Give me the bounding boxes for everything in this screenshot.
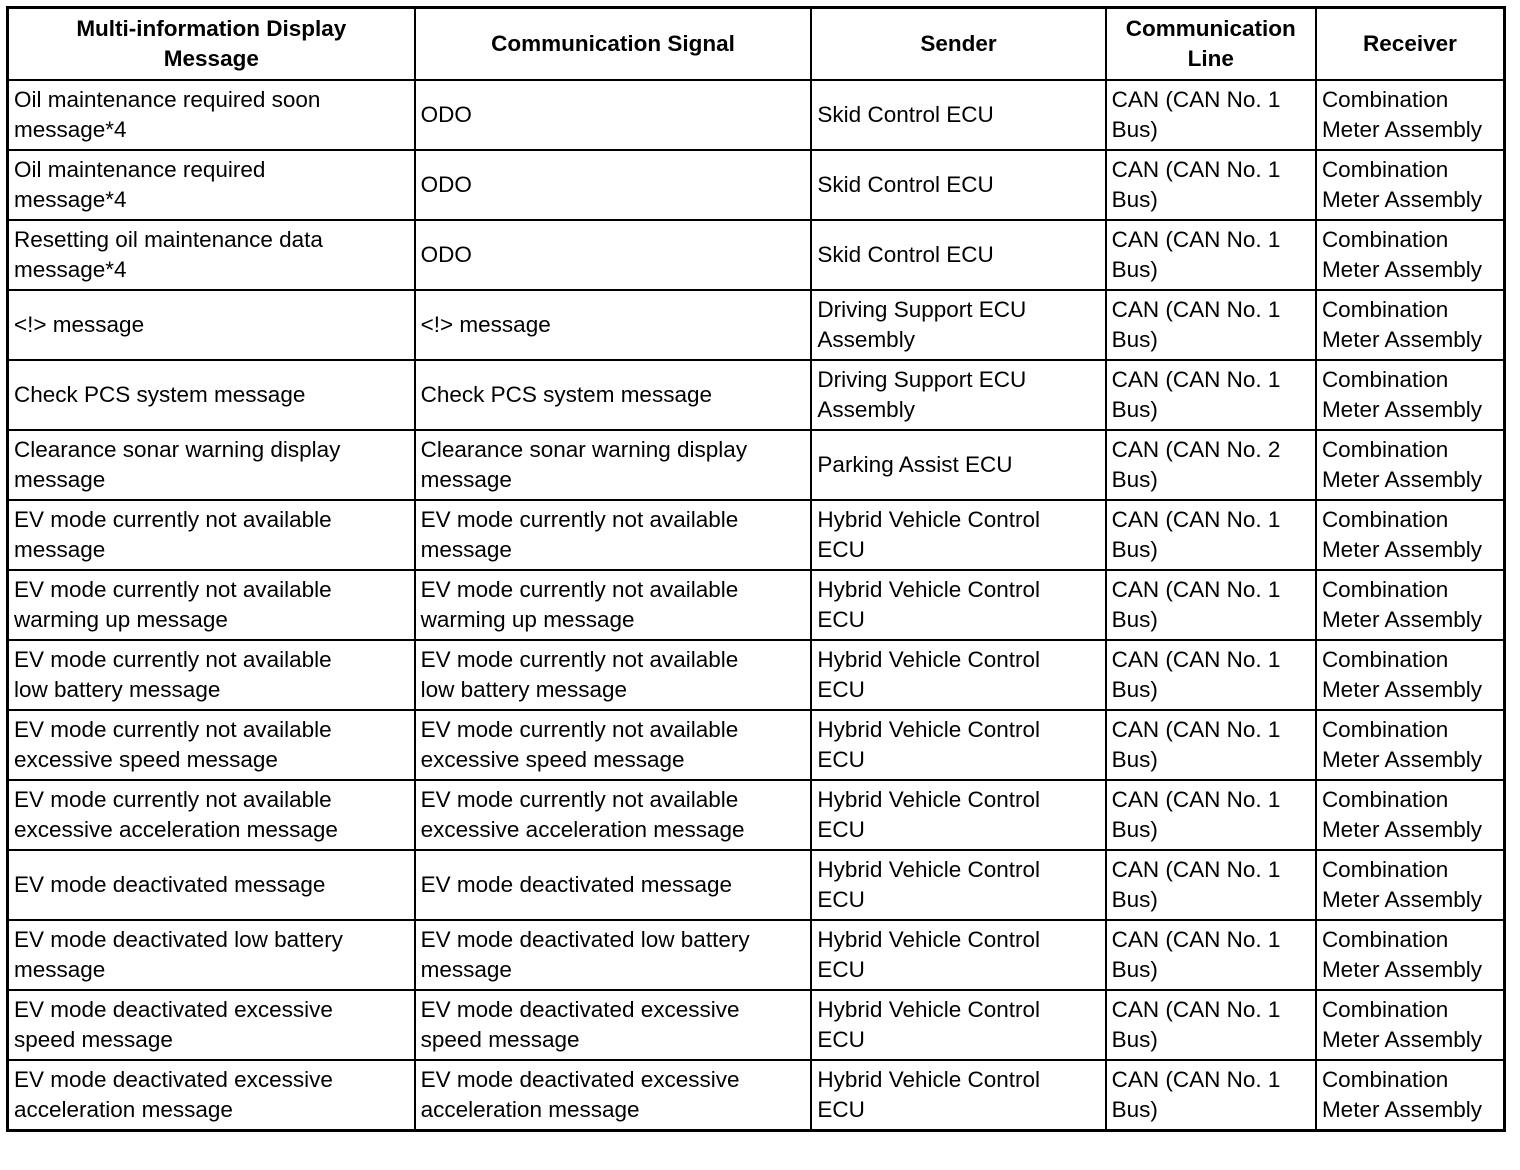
cell-text: ODO	[420, 242, 472, 267]
sender-cell	[811, 640, 1105, 710]
cell-text: EV mode currently not available low battery message	[420, 647, 739, 702]
cell-text: ODO	[420, 172, 472, 197]
message-cell	[8, 570, 415, 640]
sender-cell	[811, 430, 1105, 500]
cell-text: Hybrid Vehicle Control ECU	[817, 997, 1041, 1052]
cell-text: Hybrid Vehicle Control ECU	[817, 787, 1041, 842]
receiver-cell	[1316, 570, 1505, 640]
sender-cell	[811, 290, 1105, 360]
signal-cell	[415, 850, 812, 920]
document-page	[6, 6, 1506, 1132]
signal-cell	[415, 780, 812, 850]
cell-text: EV mode deactivated low battery message	[14, 927, 343, 982]
header-cell-line	[1106, 8, 1316, 81]
message-cell	[8, 150, 415, 220]
cell-text: CAN (CAN No. 1 Bus)	[1111, 787, 1281, 842]
cell-text: EV mode deactivated excessive speed message	[14, 997, 333, 1052]
signal-cell	[415, 360, 812, 430]
message-cell	[8, 990, 415, 1060]
signal-cell	[415, 990, 812, 1060]
cell-text: EV mode currently not available message	[420, 507, 739, 562]
cell-text: Combination Meter Assembly	[1321, 927, 1482, 982]
cell-text: EV mode deactivated excessive acceleration message	[420, 1067, 740, 1122]
line-cell	[1106, 990, 1316, 1060]
sender-cell	[811, 500, 1105, 570]
signal-cell	[415, 920, 812, 990]
line-cell	[1106, 710, 1316, 780]
receiver-cell	[1316, 920, 1505, 990]
cell-text: CAN (CAN No. 1 Bus)	[1111, 367, 1281, 422]
cell-text: CAN (CAN No. 1 Bus)	[1111, 647, 1281, 702]
cell-text: <!> message	[14, 312, 145, 337]
cell-text: Hybrid Vehicle Control ECU	[817, 647, 1041, 702]
cell-text: CAN (CAN No. 1 Bus)	[1111, 227, 1281, 282]
cell-text: EV mode deactivated excessive acceleration message	[14, 1067, 333, 1122]
table-body	[8, 80, 1505, 1131]
cell-text: Combination Meter Assembly	[1321, 437, 1482, 492]
cell-text: EV mode currently not available warming up message	[420, 577, 739, 632]
sender-cell	[811, 780, 1105, 850]
sender-cell	[811, 80, 1105, 150]
table-row	[8, 570, 1505, 640]
cell-text: Skid Control ECU	[817, 102, 994, 127]
cell-text: EV mode currently not available excessive speed message	[420, 717, 739, 772]
cell-text: Combination Meter Assembly	[1321, 997, 1482, 1052]
line-cell	[1106, 780, 1316, 850]
message-cell	[8, 290, 415, 360]
header-cell-sender	[811, 8, 1105, 81]
table-row	[8, 500, 1505, 570]
message-cell	[8, 920, 415, 990]
line-cell	[1106, 150, 1316, 220]
cell-text: EV mode deactivated excessive speed message	[420, 997, 740, 1052]
cell-text: Hybrid Vehicle Control ECU	[817, 577, 1041, 632]
cell-text: Skid Control ECU	[817, 242, 994, 267]
cell-text: Hybrid Vehicle Control ECU	[817, 857, 1041, 912]
cell-text: EV mode currently not available excessive acceleration message	[420, 787, 745, 842]
line-cell	[1106, 500, 1316, 570]
sender-cell	[811, 570, 1105, 640]
cell-text: CAN (CAN No. 1 Bus)	[1111, 927, 1281, 982]
receiver-cell	[1316, 500, 1505, 570]
receiver-cell	[1316, 80, 1505, 150]
cell-text: Skid Control ECU	[817, 172, 994, 197]
header-label: Sender	[920, 31, 997, 56]
cell-text: CAN (CAN No. 1 Bus)	[1111, 157, 1281, 212]
cell-text: CAN (CAN No. 1 Bus)	[1111, 857, 1281, 912]
cell-text: ODO	[420, 102, 472, 127]
line-cell	[1106, 570, 1316, 640]
cell-text: Combination Meter Assembly	[1321, 157, 1482, 212]
cell-text: Combination Meter Assembly	[1321, 857, 1482, 912]
sender-cell	[811, 150, 1105, 220]
cell-text: Combination Meter Assembly	[1321, 787, 1482, 842]
header-label: Communication Line	[1125, 16, 1296, 71]
cell-text: Oil maintenance required message*4	[14, 157, 266, 212]
cell-text: Hybrid Vehicle Control ECU	[817, 717, 1041, 772]
sender-cell	[811, 990, 1105, 1060]
receiver-cell	[1316, 780, 1505, 850]
cell-text: Hybrid Vehicle Control ECU	[817, 507, 1041, 562]
receiver-cell	[1316, 1060, 1505, 1131]
cell-text: Hybrid Vehicle Control ECU	[817, 927, 1041, 982]
table-row	[8, 990, 1505, 1060]
table-row	[8, 430, 1505, 500]
receiver-cell	[1316, 150, 1505, 220]
header-label: Receiver	[1363, 31, 1457, 56]
table-header	[8, 8, 1505, 81]
cell-text: EV mode deactivated message	[420, 872, 733, 897]
cell-text: Clearance sonar warning display message	[420, 437, 748, 492]
signal-cell	[415, 430, 812, 500]
signal-cell	[415, 80, 812, 150]
table-row	[8, 780, 1505, 850]
table-row	[8, 920, 1505, 990]
sender-cell	[811, 220, 1105, 290]
signal-cell	[415, 570, 812, 640]
cell-text: Combination Meter Assembly	[1321, 1067, 1482, 1122]
message-cell	[8, 360, 415, 430]
receiver-cell	[1316, 850, 1505, 920]
cell-text: Driving Support ECU Assembly	[817, 297, 1027, 352]
signal-cell	[415, 710, 812, 780]
message-cell	[8, 780, 415, 850]
cell-text: CAN (CAN No. 1 Bus)	[1111, 507, 1281, 562]
message-signal-table	[6, 6, 1506, 1132]
sender-cell	[811, 920, 1105, 990]
table-row	[8, 150, 1505, 220]
table-row	[8, 290, 1505, 360]
cell-text: EV mode deactivated message	[14, 872, 326, 897]
cell-text: CAN (CAN No. 1 Bus)	[1111, 577, 1281, 632]
table-row	[8, 850, 1505, 920]
line-cell	[1106, 1060, 1316, 1131]
line-cell	[1106, 360, 1316, 430]
message-cell	[8, 80, 415, 150]
message-cell	[8, 850, 415, 920]
cell-text: Combination Meter Assembly	[1321, 577, 1482, 632]
cell-text: Hybrid Vehicle Control ECU	[817, 1067, 1041, 1122]
cell-text: Combination Meter Assembly	[1321, 717, 1482, 772]
cell-text: Check PCS system message	[420, 382, 712, 407]
cell-text: Oil maintenance required soon message*4	[14, 87, 321, 142]
signal-cell	[415, 1060, 812, 1131]
line-cell	[1106, 80, 1316, 150]
cell-text: CAN (CAN No. 1 Bus)	[1111, 1067, 1281, 1122]
cell-text: Combination Meter Assembly	[1321, 367, 1482, 422]
cell-text: Driving Support ECU Assembly	[817, 367, 1027, 422]
line-cell	[1106, 920, 1316, 990]
cell-text: CAN (CAN No. 1 Bus)	[1111, 717, 1281, 772]
cell-text: Combination Meter Assembly	[1321, 87, 1482, 142]
cell-text: Combination Meter Assembly	[1321, 227, 1482, 282]
cell-text: EV mode currently not available message	[14, 507, 332, 562]
cell-text: Combination Meter Assembly	[1321, 297, 1482, 352]
header-label: Communication Signal	[491, 31, 735, 56]
line-cell	[1106, 290, 1316, 360]
cell-text: Check PCS system message	[14, 382, 306, 407]
signal-cell	[415, 500, 812, 570]
cell-text: Combination Meter Assembly	[1321, 647, 1482, 702]
table-row	[8, 710, 1505, 780]
sender-cell	[811, 710, 1105, 780]
signal-cell	[415, 640, 812, 710]
receiver-cell	[1316, 290, 1505, 360]
signal-cell	[415, 290, 812, 360]
header-cell-receiver	[1316, 8, 1505, 81]
cell-text: Combination Meter Assembly	[1321, 507, 1482, 562]
table-row	[8, 1060, 1505, 1131]
sender-cell	[811, 850, 1105, 920]
table-row	[8, 640, 1505, 710]
header-cell-message	[8, 8, 415, 81]
message-cell	[8, 500, 415, 570]
header-cell-signal	[415, 8, 812, 81]
message-cell	[8, 1060, 415, 1131]
message-cell	[8, 220, 415, 290]
header-label: Multi-information Display Message	[76, 16, 347, 71]
message-cell	[8, 710, 415, 780]
message-cell	[8, 640, 415, 710]
cell-text: Parking Assist ECU	[817, 452, 1013, 477]
cell-text: EV mode currently not available excessive speed message	[14, 717, 332, 772]
header-row	[8, 8, 1505, 81]
cell-text: CAN (CAN No. 2 Bus)	[1111, 437, 1281, 492]
receiver-cell	[1316, 640, 1505, 710]
signal-cell	[415, 220, 812, 290]
line-cell	[1106, 220, 1316, 290]
cell-text: EV mode deactivated low battery message	[420, 927, 750, 982]
message-cell	[8, 430, 415, 500]
receiver-cell	[1316, 990, 1505, 1060]
line-cell	[1106, 430, 1316, 500]
receiver-cell	[1316, 360, 1505, 430]
cell-text: EV mode currently not available low battery message	[14, 647, 332, 702]
cell-text: Resetting oil maintenance data message*4	[14, 227, 323, 282]
receiver-cell	[1316, 430, 1505, 500]
cell-text: <!> message	[420, 312, 551, 337]
sender-cell	[811, 1060, 1105, 1131]
cell-text: EV mode currently not available excessive acceleration message	[14, 787, 338, 842]
cell-text: Clearance sonar warning display message	[14, 437, 341, 492]
table-row	[8, 360, 1505, 430]
table-row	[8, 220, 1505, 290]
signal-cell	[415, 150, 812, 220]
cell-text: CAN (CAN No. 1 Bus)	[1111, 87, 1281, 142]
cell-text: EV mode currently not available warming up message	[14, 577, 332, 632]
cell-text: CAN (CAN No. 1 Bus)	[1111, 997, 1281, 1052]
receiver-cell	[1316, 220, 1505, 290]
line-cell	[1106, 640, 1316, 710]
line-cell	[1106, 850, 1316, 920]
table-row	[8, 80, 1505, 150]
cell-text: CAN (CAN No. 1 Bus)	[1111, 297, 1281, 352]
sender-cell	[811, 360, 1105, 430]
receiver-cell	[1316, 710, 1505, 780]
